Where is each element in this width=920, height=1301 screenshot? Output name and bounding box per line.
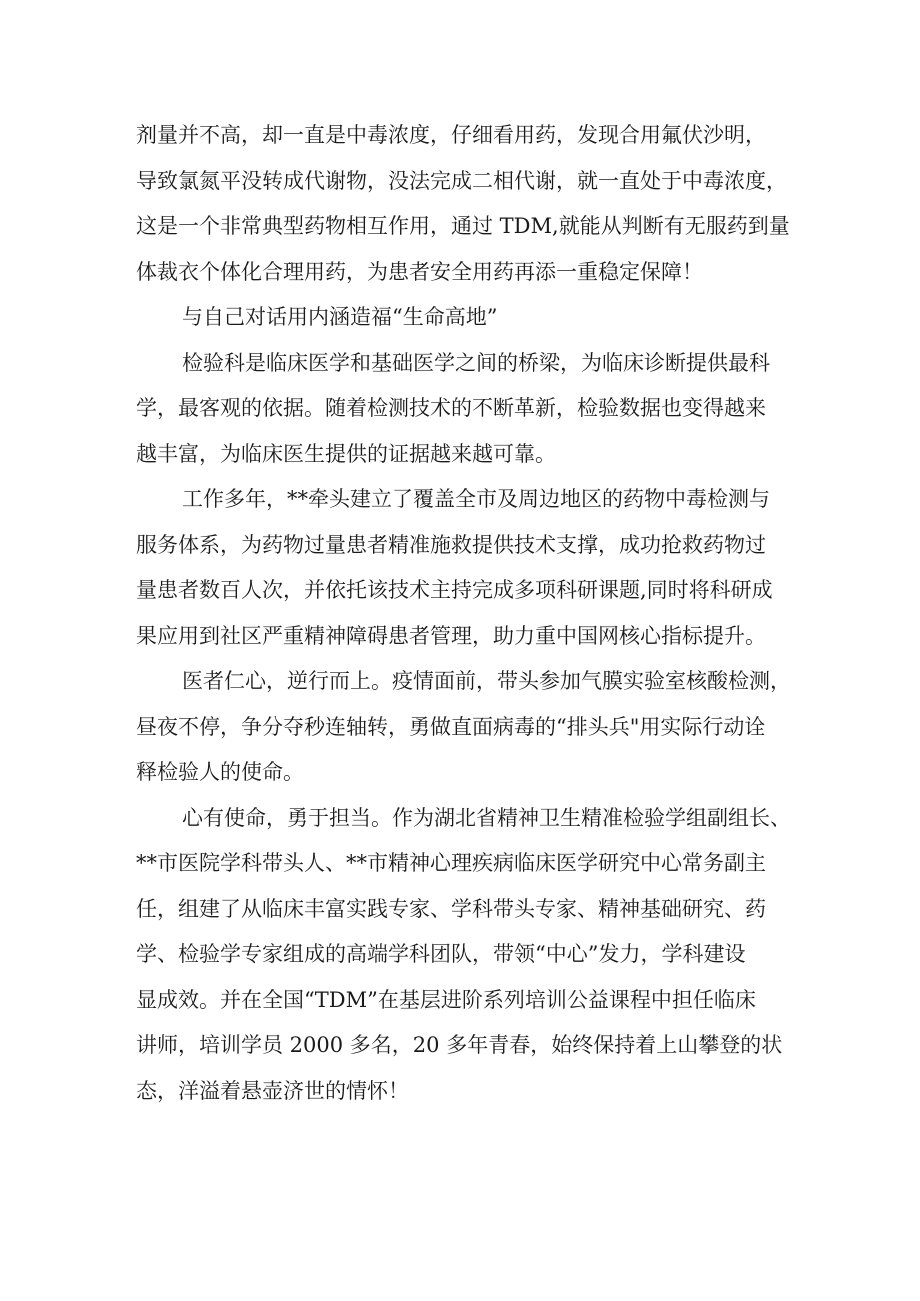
text-line: 学，最客观的依据。随着检测技术的不断革新，检验数据也变得越来 [136,396,766,420]
text-line: **市医院学科带头人、**市精神心理疾病临床医学研究中心常务副主 [136,851,766,875]
text-line: 心有使命，勇于担当。作为湖北省精神卫生精准检验学组副组长、 [182,805,791,830]
text-line: 医者仁心，逆行而上。疫情面前，带头参加气膜实验室核酸检测， [182,669,791,693]
section-heading: 与自己对话用内涵造福“生命高地” [182,305,498,329]
text-line: 这是一个非常典型药物相互作用，通过 TDM,就能从判断有无服药到量 [136,214,790,238]
text-line: 态，洋溢着悬壶济世的情怀！ [136,1078,409,1103]
text-line: 剂量并不高，却一直是中毒浓度，仔细看用药，发现合用氟伏沙明， [136,123,766,147]
text-line: 显成效。并在全国“TDM”在基层进阶系列培训公益课程中担任临床 [136,987,756,1012]
text-line: 工作多年，**牵头建立了覆盖全市及周边地区的药物中毒检测与 [182,487,770,511]
text-line: 昼夜不停，争分夺秒连轴转，勇做直面病毒的“排头兵"用实际行动诠 [136,714,766,739]
text-line: 检验科是临床医学和基础医学之间的桥梁，为临床诊断提供最科 [182,350,770,375]
text-line: 量患者数百人次，并依托该技术主持完成多项科研课题,同时将科研成 [136,578,773,602]
text-line: 任，组建了从临床丰富实践专家、学科带头专家、精神基础研究、药 [136,896,766,921]
text-line: 讲师，培训学员 2000 多名，20 多年青春，始终保持着上山攀登的状 [136,1033,783,1057]
text-line: 体裁衣个体化合理用药，为患者安全用药再添一重稳定保障！ [136,259,703,284]
text-line: 释检验人的使命。 [136,760,304,784]
text-line: 服务体系，为药物过量患者精准施救提供技术支撑，成功抢救药物过 [136,532,766,557]
text-line: 果应用到社区严重精神障碍患者管理，助力重中国网核心指标提升。 [136,623,766,648]
text-line: 导致氯氮平没转成代谢物，没法完成二相代谢，就一直处于中毒浓度， [136,168,787,193]
text-line: 越丰富，为临床医生提供的证据越来越可靠。 [136,441,556,466]
text-line: 学、检验学专家组成的高端学科团队，带领“中心”发力，学科建设 [136,942,746,966]
document-body [136,113,792,1114]
